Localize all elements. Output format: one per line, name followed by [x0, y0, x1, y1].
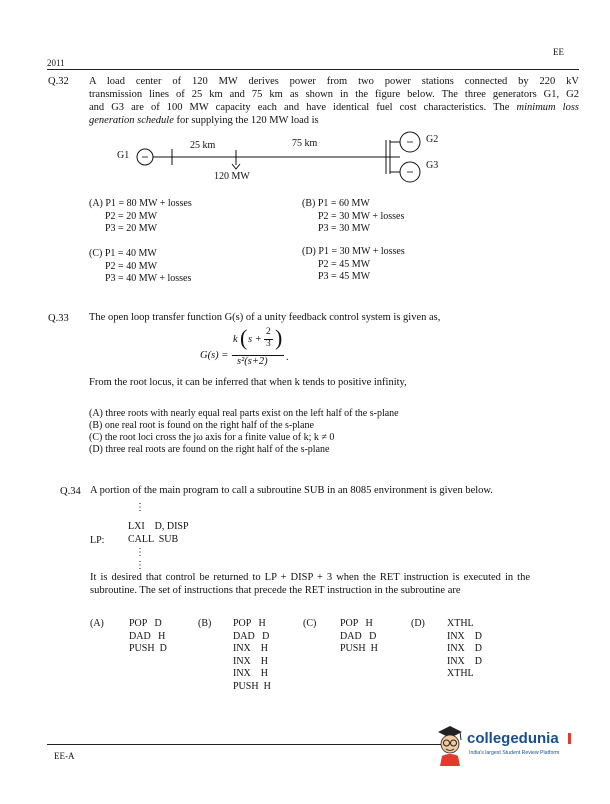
paper-code: EE — [553, 47, 564, 57]
q33-root-locus-text: From the root locus, it can be inferred that when k tends to positive infinity, — [89, 377, 407, 388]
program-call: CALL SUB — [128, 534, 179, 545]
q33-option-c[interactable]: (C) the root loci cross the jω axis for a finite value of k; k ≠ 0 — [89, 432, 335, 443]
q32-line-1: A load center of 120 MW derives power from two power stations connected by 220 kV — [89, 76, 579, 87]
q32-option-b[interactable]: (B) P1 = 60 MW P2 = 30 MW + losses P3 = 30 MW — [302, 198, 405, 234]
brand-name: collegedunia — [467, 730, 559, 747]
q34-option-b-label[interactable]: (B) — [198, 618, 212, 629]
program-dots-2: ⋮ — [135, 547, 145, 558]
formula-end: . — [286, 352, 289, 363]
load-label: 120 MW — [214, 171, 250, 182]
q32-option-d[interactable]: (D) P1 = 30 MW + losses P2 = 45 MW P3 = 45 MW — [302, 246, 405, 282]
q34-text-2: It is desired that control be returned to LP + DISP + 3 when the RET instruction is executed in the subroutine. The set of instructions that precede the RET instruction in the subroutine are — [90, 572, 530, 596]
q34-option-a-label[interactable]: (A) — [90, 618, 104, 629]
q34-option-b[interactable]: POP H DAD D INX H INX H INX H PUSH H — [233, 618, 271, 692]
q34-option-d-label[interactable]: (D) — [411, 618, 425, 629]
formula-lhs: G(s) = — [200, 350, 229, 361]
q32-option-a[interactable]: (A) P1 = 80 MW + losses P2 = 20 MW P3 = 20 MW — [89, 198, 192, 234]
program-dots-1: ⋮ — [135, 502, 145, 513]
g3-label: G3 — [426, 160, 439, 171]
footer-code: EE-A — [54, 751, 75, 761]
brand-tagline: India's largest Student Review Platform — [469, 750, 560, 756]
formula-paren-left: ( — [240, 325, 248, 350]
formula-k: k — [233, 334, 238, 345]
q33-text: The open loop transfer function G(s) of a unity feedback control system is given as, — [89, 312, 441, 323]
program-label-lp: LP: — [90, 535, 105, 546]
q32-line-3: and G3 are of 100 MW capacity each and have identical fuel cost characteristics. The minimum loss — [89, 102, 580, 113]
g2-label: G2 — [426, 134, 439, 145]
load-arrow-icon — [232, 161, 240, 169]
q32-line-4: generation schedule for supplying the 120 MW load is — [89, 115, 319, 126]
formula-denominator: s²(s+2) — [237, 356, 268, 367]
line-25km-label: 25 km — [190, 140, 216, 151]
brand-accent-icon — [568, 733, 571, 744]
q33-option-a[interactable]: (A) three roots with nearly equal real parts exist on the left half of the s-plane — [89, 408, 399, 419]
program-lxi: LXI D, DISP — [128, 521, 189, 532]
q33-option-d[interactable]: (D) three real roots are found on the right half of the s-plane — [89, 444, 330, 455]
program-dots-3: ⋮ — [135, 560, 145, 571]
q34-option-a[interactable]: POP D DAD H PUSH D — [129, 618, 167, 654]
q32-number: Q.32 — [48, 76, 69, 87]
q33-formula — [200, 326, 320, 376]
collegedunia-logo[interactable] — [432, 722, 582, 768]
q34-text: A portion of the main program to call a subroutine SUB in an 8085 environment is given below. — [90, 485, 493, 496]
q34-option-c[interactable]: POP H DAD D PUSH H — [340, 618, 378, 654]
q33-options — [89, 408, 399, 456]
q32-power-system-figure — [100, 128, 460, 188]
formula-frac-den: 3 — [266, 339, 271, 349]
formula-s-plus: s + — [248, 334, 262, 345]
q32-line-2: transmission lines of 25 km and 75 km as shown in the figure below. The three generators G1, G2 — [89, 89, 579, 100]
formula-paren-right: ) — [275, 325, 283, 350]
q33-number: Q.33 — [48, 313, 69, 324]
footer-rule — [47, 744, 442, 745]
header-rule — [47, 69, 579, 70]
line-75km-label: 75 km — [292, 138, 318, 149]
q32-option-c[interactable]: (C) P1 = 40 MW P2 = 40 MW P3 = 40 MW + losses — [89, 248, 192, 284]
q34-number: Q.34 — [60, 486, 81, 497]
q33-option-b[interactable]: (B) one real root is found on the right half of the s-plane — [89, 420, 314, 431]
formula-frac-num: 2 — [266, 327, 271, 337]
mascot-icon — [432, 722, 468, 766]
g1-label: G1 — [117, 150, 130, 161]
q34-option-d[interactable]: XTHL INX D INX D INX D XTHL — [447, 618, 482, 679]
paper-year: 2011 — [47, 58, 65, 68]
q34-option-c-label[interactable]: (C) — [303, 618, 317, 629]
q32-text — [89, 75, 579, 127]
